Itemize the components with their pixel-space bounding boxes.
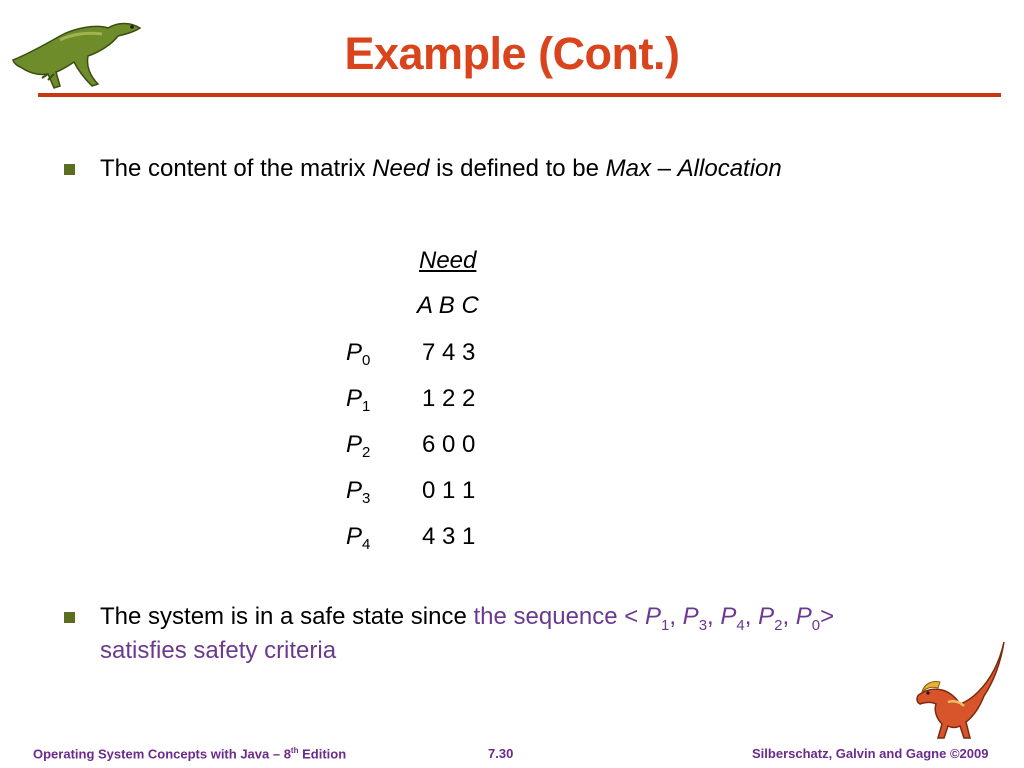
- process-label: $P_1$: [346, 385, 371, 415]
- dinosaur-mascot-icon: [908, 640, 1012, 744]
- process-label: $P_0$: [346, 339, 371, 369]
- text-fragment: is defined to be: [429, 155, 606, 182]
- text-fragment: The system is in a safe state since: [100, 603, 474, 630]
- process-label: $P_2$: [346, 431, 371, 461]
- matrix-row-values: 7 4 3: [422, 339, 476, 366]
- matrix-row-values: 4 3 1: [422, 523, 476, 550]
- matrix-row-values: 6 0 0: [422, 431, 476, 458]
- footer-book-title: Operating System Concepts with Java – 8th Edition: [33, 746, 347, 762]
- max-term: Max: [605, 155, 651, 182]
- process-label: $P_4$: [346, 523, 371, 553]
- title-divider: [38, 93, 1001, 97]
- matrix-title: Need: [419, 247, 477, 274]
- minus-sign: –: [650, 155, 678, 182]
- allocation-term: Allocation: [677, 155, 782, 182]
- bullet-marker: [64, 164, 75, 175]
- process-label: $P_3$: [346, 477, 371, 507]
- text-fragment: The content of the matrix: [100, 155, 373, 182]
- safe-sequence: the sequence < $P_1$, $P_3$, $P_4$, $P_2$, $P_0>$: [473, 603, 835, 634]
- bullet-marker: [64, 612, 75, 623]
- matrix-row-values: 0 1 1: [422, 477, 476, 504]
- bullet-text-need-definition: [100, 152, 782, 186]
- footer-page-number: 7.30: [488, 746, 514, 761]
- slide-title: Example (Cont.): [344, 28, 680, 79]
- matrix-column-headers: A B C: [417, 292, 479, 319]
- need-term: Need: [372, 155, 430, 182]
- matrix-row-values: 1 2 2: [422, 385, 476, 412]
- bullet-text-continuation: satisfies safety criteria: [100, 637, 337, 664]
- footer-copyright: Silberschatz, Galvin and Gagne ©2009: [752, 746, 989, 761]
